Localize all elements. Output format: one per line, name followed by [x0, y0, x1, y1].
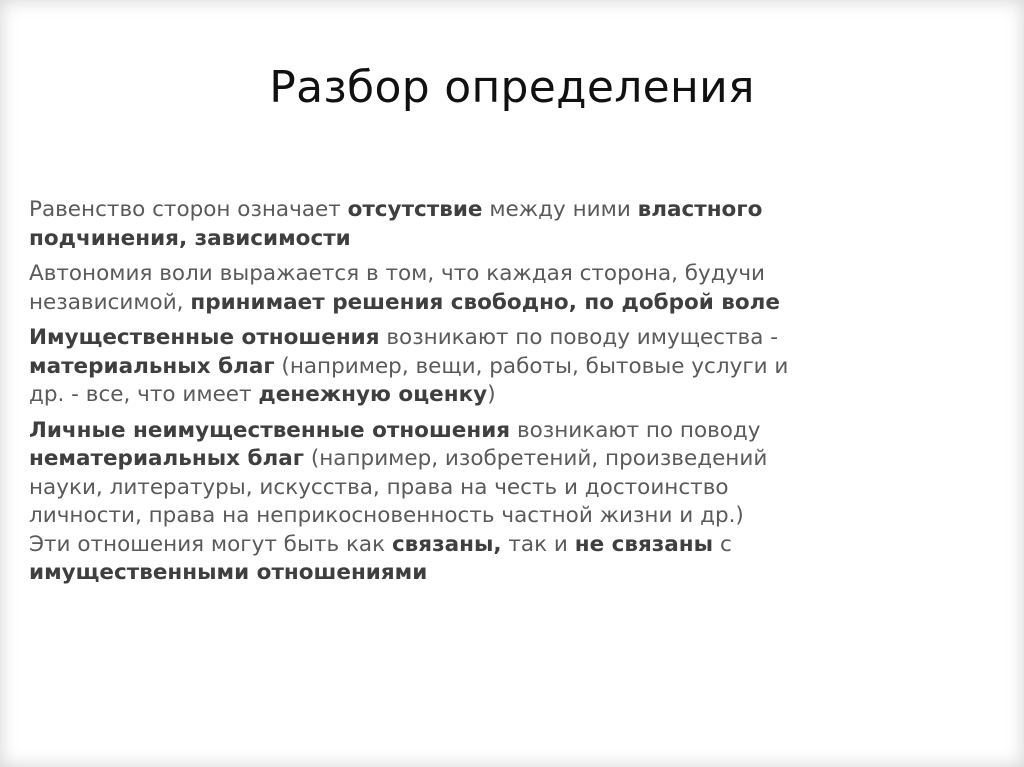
bold-text-span: отсутствие: [347, 197, 483, 222]
text-span: науки, литературы, искусства, права на честь и достоинство: [29, 474, 729, 500]
paragraph-equality: [29, 196, 989, 253]
paragraph-autonomy: [29, 260, 989, 317]
text-span: возникают по поводу: [510, 417, 761, 443]
bold-text-span: принимает решения свободно, по доброй воле: [190, 289, 781, 315]
bold-text-span: подчинения, зависимости: [29, 225, 351, 251]
text-span: независимой,: [29, 289, 191, 315]
bold-text-span: не связаны: [574, 531, 714, 557]
bold-text-span: имущественными отношениями: [29, 560, 428, 585]
slide-title: Разбор определения: [269, 62, 755, 113]
text-span: личности, права на неприкосновенность частной жизни и др.): [29, 503, 744, 528]
bold-text-span: денежную оценку: [258, 382, 488, 407]
bold-text-span: властного: [637, 197, 763, 222]
paragraph-personal-relations: [29, 417, 989, 588]
text-span: ): [487, 382, 496, 407]
paragraph-property-relations: [29, 324, 989, 410]
slide-body: [29, 196, 989, 595]
text-span: (например, изобретений, произведений: [304, 446, 768, 471]
text-span: др. - все, что имеет: [29, 382, 259, 407]
text-span: Эти отношения могут быть как: [29, 531, 392, 557]
bold-text-span: Имущественные отношения: [29, 325, 380, 350]
text-span: возникают по поводу имущества -: [379, 325, 778, 350]
text-span: так и: [501, 531, 575, 557]
text-span: Автономия воли выражается в том, что каждая сторона, будучи: [29, 261, 766, 286]
bold-text-span: материальных благ: [29, 353, 275, 379]
bold-text-span: связаны,: [391, 531, 502, 557]
bold-text-span: Личные неимущественные отношения: [29, 417, 511, 443]
text-span: Равенство сторон означает: [29, 197, 348, 222]
bold-text-span: нематериальных благ: [29, 446, 305, 471]
text-span: (например, вещи, работы, бытовые услуги и: [274, 353, 789, 379]
text-span: между ними: [482, 197, 638, 222]
text-span: с: [713, 531, 732, 557]
